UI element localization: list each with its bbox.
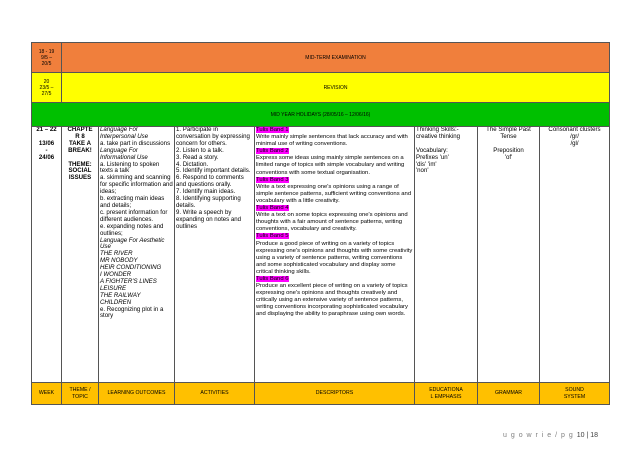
- band-label: Tulis Band 5: [256, 233, 289, 240]
- header-theme: THEME / TOPIC: [62, 383, 99, 405]
- revision-label: REVISION: [62, 73, 610, 103]
- learning-outcome-item: HEIR CONDITIONING: [100, 264, 162, 272]
- learning-outcome-item: c. present information for different audiences.: [100, 208, 168, 223]
- header-activities: ACTIVITIES: [175, 383, 255, 405]
- band-label: Tulis Band 6: [256, 275, 289, 282]
- header-row: [32, 383, 610, 405]
- holidays-label: MID YEAR HOLIDAYS (28/05/16 – 12/06/16): [32, 103, 610, 127]
- descriptor-item: [256, 205, 413, 233]
- band-label: Tulis Band 2: [256, 148, 289, 155]
- learning-outcome-item: Language For Aesthetic Use: [100, 236, 165, 251]
- learning-outcome-item: a. skimming and scanning for specific information and ideas;: [100, 174, 173, 196]
- descriptor-text: Express some ideas using mainly simple sentences on a limited range of topics with simple vocabulary and writing conventions with some textual organisation.: [256, 155, 405, 176]
- descriptor-text: Write a text expressing one's opinions using a range of simple sentence patterns, sufficient writing conventions and vocabulary with a little creativity.: [256, 183, 412, 204]
- descriptor-item: [256, 148, 413, 176]
- learning-outcome-item: e. Recognizing plot in a story: [100, 305, 164, 320]
- header-grammar: GRAMMAR: [478, 383, 540, 405]
- learning-outcome-item: a. Listening to spoken texts a talk: [100, 160, 160, 175]
- activity-item: 7. Identify main ideas.: [176, 188, 236, 196]
- header-week: WEEK: [32, 383, 62, 405]
- theme-cell: CHAPTE R 8 TAKE A BREAK! THEME: SOCIAL ISSUES: [62, 127, 99, 383]
- learning-outcome-item: I WONDER: [100, 271, 132, 279]
- descriptor-text: Write a text on some topics expressing one's opinions and thoughts with a fair amount of sentence patterns, writing conventions, vocabulary and creativity.: [256, 212, 408, 233]
- band-label: Tulis Band 4: [256, 205, 289, 212]
- descriptors-cell: [255, 127, 415, 383]
- revision-week-cell: 20 23/5 – 27/5: [32, 73, 62, 103]
- learning-outcome-item: THE RAILWAY CHILDREN: [100, 291, 141, 306]
- learning-outcome-item: e. expanding notes and outlines;: [100, 222, 164, 237]
- header-outcomes: LEARNING OUTCOMES: [99, 383, 175, 405]
- learning-outcome-item: Language For Informational Use: [100, 146, 148, 161]
- band-label: Tulis Band 1: [256, 127, 289, 133]
- activity-item: 8. Identifying supporting details.: [176, 195, 241, 209]
- activity-item: 2. Listen to a talk.: [176, 146, 224, 154]
- learning-outcome-item: MR NOBODY: [100, 257, 138, 265]
- footer-text: u g o w r i e / p g: [503, 432, 574, 439]
- descriptor-item: [256, 233, 413, 276]
- scheme-of-work-table: [31, 42, 610, 405]
- activity-item: 1. Participate in conversation by expressing concern for others.: [176, 126, 250, 147]
- activity-item: 5. Identify important details.: [176, 167, 251, 175]
- learning-outcome-item: A FIGHTER'S LINES: [100, 277, 157, 285]
- activity-item: 9. Write a speech by expanding on notes and outlines: [176, 208, 242, 230]
- activity-item: 3. Read a story.: [176, 153, 219, 161]
- educational-emphasis-cell: Thinking Skills:- creative thinking Vocabulary: Prefixes 'un' 'dis' 'im' 'non': [415, 127, 478, 383]
- descriptor-text: Produce an excellent piece of writing on a variety of topics expressing one's opinions and thoughts creatively and critically using an extensive variety of sentence patterns, writing conventions incorporating sophisticated vocabulary and displaying the ability to paraphrase using own words.: [256, 283, 408, 318]
- main-week-cell: 21 – 22 13/06 - 24/06: [32, 127, 62, 383]
- page-number: 10 | 18: [576, 432, 598, 439]
- midterm-week-cell: 18 - 19 9/5 – 20/5: [32, 43, 62, 73]
- page-footer: [503, 432, 598, 439]
- holidays-row: [32, 103, 610, 127]
- descriptor-item: [256, 177, 413, 205]
- descriptor-text: Produce a good piece of writing on a variety of topics expressing one's opinions and thoughts with some creativity using a variety of sentence patterns, writing conventions and some sophisticated vocabulary and display some critical thinking skills.: [256, 240, 413, 275]
- learning-outcome-item: Language For Interpersonal Use: [100, 126, 149, 140]
- learning-outcome-item: THE RIVER: [100, 250, 133, 258]
- revision-row: [32, 73, 610, 103]
- midterm-row: [32, 43, 610, 73]
- learning-outcome-item: LEISURE: [100, 284, 127, 292]
- descriptor-item: [256, 276, 413, 319]
- grammar-cell: The Simple Past Tense Preposition 'of': [478, 127, 540, 383]
- header-descriptors: DESCRIPTORS: [255, 383, 415, 405]
- descriptor-item: [256, 127, 413, 148]
- learning-outcomes-cell: [99, 127, 175, 383]
- learning-outcome-item: a. take part in discussions: [100, 139, 171, 147]
- activities-cell: [175, 127, 255, 383]
- band-label: Tulis Band 3: [256, 176, 289, 183]
- activity-item: 6. Respond to comments and questions orally.: [176, 174, 244, 189]
- descriptor-text: Write mainly simple sentences that lack accuracy and with minimal use of writing conventions.: [256, 134, 408, 148]
- sound-system-cell: Consonant clusters /gr/ /gl/: [540, 127, 610, 383]
- header-educational-emphasis: EDUCATIONA L EMPHASIS: [415, 383, 478, 405]
- midterm-label: MID-TERM EXAMINATION: [62, 43, 610, 73]
- chapter-8-row: [32, 127, 610, 383]
- learning-outcome-item: b. extracting main ideas and details;: [100, 195, 165, 209]
- header-sound-system: SOUND SYSTEM: [540, 383, 610, 405]
- activity-item: 4. Dictation.: [176, 160, 209, 168]
